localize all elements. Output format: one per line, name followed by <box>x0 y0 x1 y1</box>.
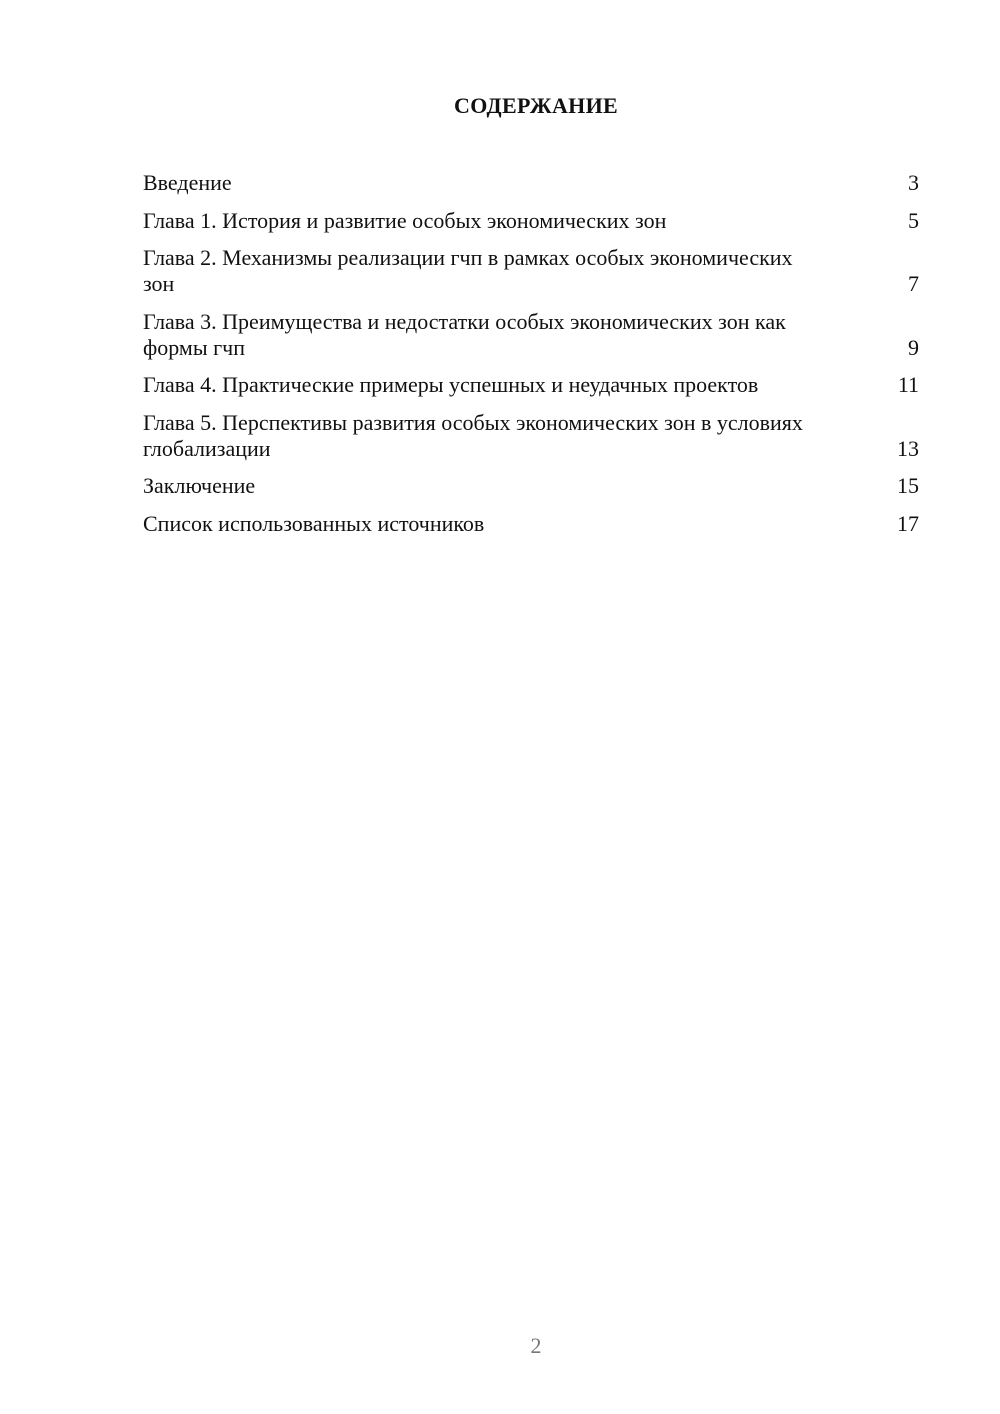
toc-entry-text: Глава 4. Практические примеры успешных и неудачных проектов <box>143 372 759 397</box>
toc-entry-chapter-1 <box>143 208 919 234</box>
toc-entry-introduction <box>143 170 919 196</box>
toc-entry-chapter-5 <box>143 410 919 462</box>
toc-entry-chapter-2 <box>143 245 919 297</box>
table-of-contents <box>143 170 919 548</box>
toc-entry-text: Глава 3. Преимущества и недостатки особых экономических зон как формы гчп <box>143 308 786 360</box>
toc-entry-page: 15 <box>897 473 919 498</box>
toc-entry-text: Глава 2. Механизмы реализации гчп в рамках особых экономических зон <box>143 245 793 296</box>
toc-entry-chapter-4 <box>143 372 919 398</box>
toc-entry-page: 17 <box>897 510 919 536</box>
toc-entry-references <box>143 511 919 537</box>
toc-entry-text: Заключение <box>143 473 256 498</box>
toc-entry-text: Глава 1. История и развитие особых экономических зон <box>143 207 667 233</box>
toc-entry-text: Глава 5. Перспективы развития особых экономических зон в условиях глобализации <box>143 409 803 461</box>
toc-entry-conclusion <box>143 473 919 499</box>
toc-entry-page: 11 <box>897 372 919 397</box>
toc-entry-page: 13 <box>897 435 919 461</box>
toc-entry-text: Список использованных источников <box>143 510 485 536</box>
page-title: СОДЕРЖАНИЕ <box>454 93 618 118</box>
toc-entry-page: 7 <box>908 271 919 296</box>
toc-entry-chapter-3 <box>143 309 919 361</box>
toc-entry-page: 3 <box>908 170 919 195</box>
toc-entry-page: 9 <box>908 334 919 360</box>
page-number: 2 <box>530 1333 542 1358</box>
toc-entry-page: 5 <box>908 207 919 233</box>
toc-entry-text: Введение <box>143 170 232 195</box>
